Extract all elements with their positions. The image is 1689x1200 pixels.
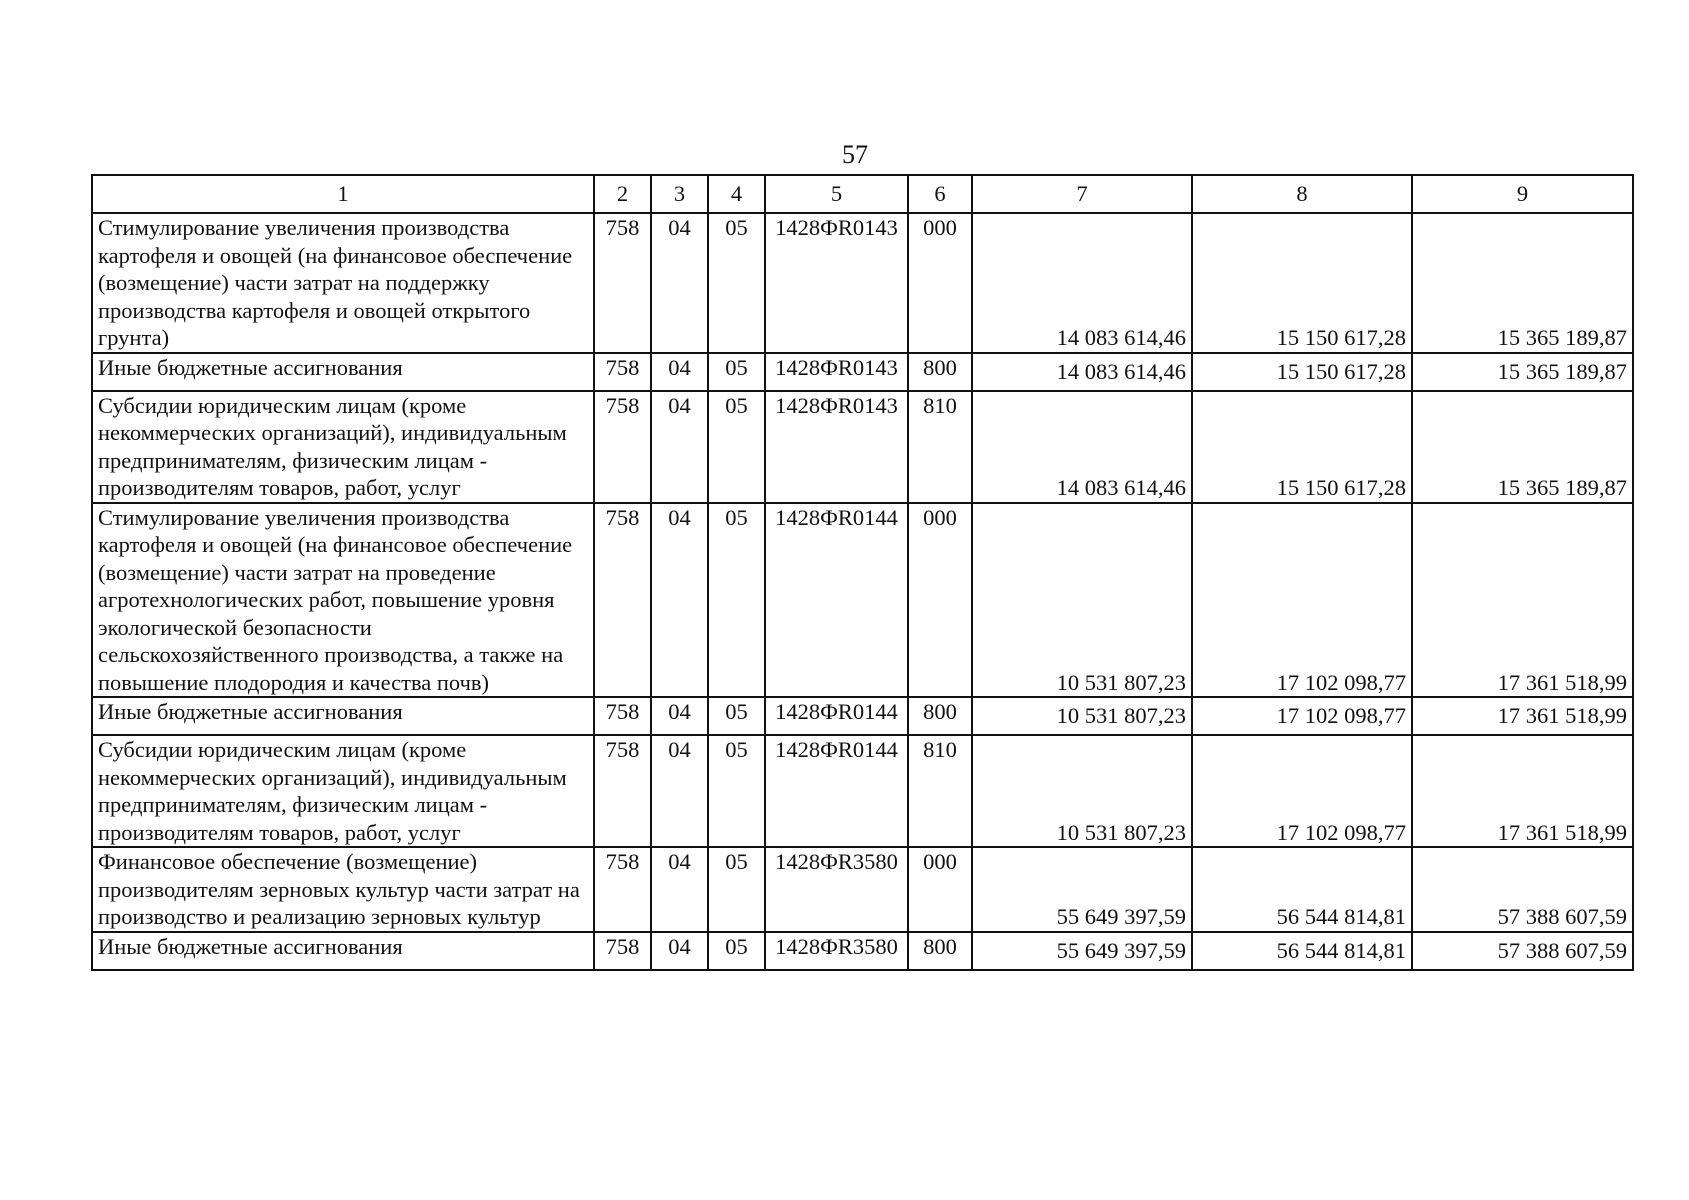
row-name: Иные бюджетные ассигнования xyxy=(92,353,594,391)
cell-col7: 14 083 614,46 xyxy=(972,353,1192,391)
table-row xyxy=(92,735,1633,847)
column-header: 6 xyxy=(908,175,972,213)
cell-col8: 17 102 098,77 xyxy=(1192,735,1412,847)
cell-col7: 14 083 614,46 xyxy=(972,213,1192,353)
cell-col4: 05 xyxy=(708,391,765,503)
cell-col9: 15 365 189,87 xyxy=(1412,353,1633,391)
cell-col9: 17 361 518,99 xyxy=(1412,735,1633,847)
cell-col3: 04 xyxy=(651,353,708,391)
table-row xyxy=(92,213,1633,353)
page-number: 57 xyxy=(842,140,868,169)
column-header: 1 xyxy=(92,175,594,213)
cell-col2: 758 xyxy=(594,213,651,353)
cell-col8: 56 544 814,81 xyxy=(1192,932,1412,970)
row-name: Стимулирование увеличения производства картофеля и овощей (на финансовое обеспечение (возмещение) части затрат на поддержку производства картофеля и овощей открытого грунта) xyxy=(92,213,594,353)
cell-col2: 758 xyxy=(594,697,651,735)
table-row xyxy=(92,847,1633,932)
cell-col5: 1428ФR3580 xyxy=(765,932,908,970)
cell-col7: 10 531 807,23 xyxy=(972,735,1192,847)
column-header: 3 xyxy=(651,175,708,213)
cell-col2: 758 xyxy=(594,847,651,932)
cell-col6: 000 xyxy=(908,213,972,353)
cell-col2: 758 xyxy=(594,735,651,847)
cell-col9: 17 361 518,99 xyxy=(1412,697,1633,735)
cell-col4: 05 xyxy=(708,213,765,353)
cell-col3: 04 xyxy=(651,503,708,698)
row-name: Субсидии юридическим лицам (кроме некоммерческих организаций), индивидуальным предпринимателям, физическим лицам - производителям товаров, работ, услуг xyxy=(92,735,594,847)
cell-col6: 000 xyxy=(908,503,972,698)
cell-col8: 17 102 098,77 xyxy=(1192,697,1412,735)
column-header: 5 xyxy=(765,175,908,213)
cell-col4: 05 xyxy=(708,353,765,391)
row-name: Субсидии юридическим лицам (кроме некоммерческих организаций), индивидуальным предпринимателям, физическим лицам - производителям товаров, работ, услуг xyxy=(92,391,594,503)
cell-col7: 10 531 807,23 xyxy=(972,503,1192,698)
cell-col6: 800 xyxy=(908,353,972,391)
cell-col2: 758 xyxy=(594,391,651,503)
cell-col9: 17 361 518,99 xyxy=(1412,503,1633,698)
table-row xyxy=(92,697,1633,735)
column-header: 7 xyxy=(972,175,1192,213)
cell-col9: 15 365 189,87 xyxy=(1412,213,1633,353)
cell-col4: 05 xyxy=(708,932,765,970)
cell-col8: 15 150 617,28 xyxy=(1192,213,1412,353)
column-header: 8 xyxy=(1192,175,1412,213)
cell-col7: 55 649 397,59 xyxy=(972,932,1192,970)
cell-col3: 04 xyxy=(651,735,708,847)
cell-col8: 15 150 617,28 xyxy=(1192,391,1412,503)
cell-col3: 04 xyxy=(651,932,708,970)
column-header: 9 xyxy=(1412,175,1633,213)
cell-col3: 04 xyxy=(651,391,708,503)
cell-col3: 04 xyxy=(651,213,708,353)
cell-col2: 758 xyxy=(594,503,651,698)
cell-col5: 1428ФR0143 xyxy=(765,391,908,503)
cell-col9: 57 388 607,59 xyxy=(1412,932,1633,970)
cell-col7: 10 531 807,23 xyxy=(972,697,1192,735)
cell-col7: 55 649 397,59 xyxy=(972,847,1192,932)
cell-col2: 758 xyxy=(594,932,651,970)
table-row xyxy=(92,503,1633,698)
row-name: Иные бюджетные ассигнования xyxy=(92,932,594,970)
cell-col5: 1428ФR0144 xyxy=(765,503,908,698)
cell-col6: 800 xyxy=(908,932,972,970)
cell-col3: 04 xyxy=(651,697,708,735)
cell-col2: 758 xyxy=(594,353,651,391)
cell-col6: 810 xyxy=(908,391,972,503)
cell-col8: 56 544 814,81 xyxy=(1192,847,1412,932)
budget-table xyxy=(91,174,1634,971)
table-row xyxy=(92,353,1633,391)
cell-col4: 05 xyxy=(708,847,765,932)
cell-col6: 000 xyxy=(908,847,972,932)
cell-col8: 15 150 617,28 xyxy=(1192,353,1412,391)
cell-col4: 05 xyxy=(708,735,765,847)
row-name: Иные бюджетные ассигнования xyxy=(92,697,594,735)
row-name: Стимулирование увеличения производства картофеля и овощей (на финансовое обеспечение (возмещение) части затрат на проведение агротехнологических работ, повышение уровня экологической безопасности сельскохозяйственного производства, а также на повышение плодородия и качества почв) xyxy=(92,503,594,698)
table-row xyxy=(92,391,1633,503)
cell-col5: 1428ФR0143 xyxy=(765,213,908,353)
cell-col6: 810 xyxy=(908,735,972,847)
cell-col9: 15 365 189,87 xyxy=(1412,391,1633,503)
cell-col5: 1428ФR0144 xyxy=(765,697,908,735)
cell-col7: 14 083 614,46 xyxy=(972,391,1192,503)
table-row xyxy=(92,932,1633,970)
cell-col5: 1428ФR0144 xyxy=(765,735,908,847)
cell-col5: 1428ФR0143 xyxy=(765,353,908,391)
cell-col9: 57 388 607,59 xyxy=(1412,847,1633,932)
cell-col4: 05 xyxy=(708,503,765,698)
cell-col4: 05 xyxy=(708,697,765,735)
cell-col3: 04 xyxy=(651,847,708,932)
column-header: 2 xyxy=(594,175,651,213)
column-header: 4 xyxy=(708,175,765,213)
cell-col8: 17 102 098,77 xyxy=(1192,503,1412,698)
row-name: Финансовое обеспечение (возмещение) производителям зерновых культур части затрат на производство и реализацию зерновых культур xyxy=(92,847,594,932)
cell-col5: 1428ФR3580 xyxy=(765,847,908,932)
header-row xyxy=(92,175,1633,213)
cell-col6: 800 xyxy=(908,697,972,735)
